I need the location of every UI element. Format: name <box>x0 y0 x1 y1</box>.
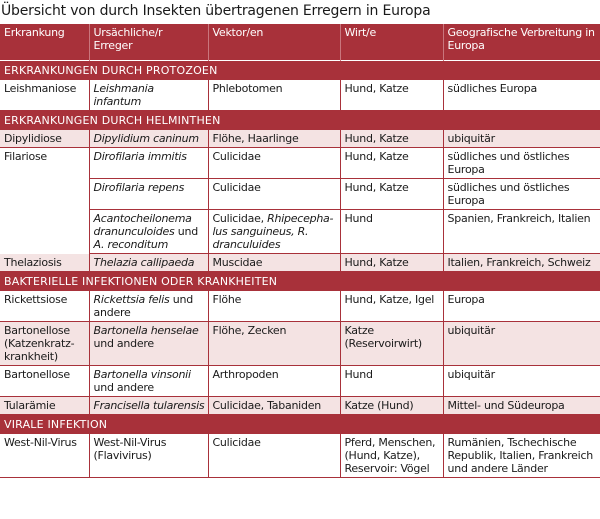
cell-disease: Rickettsiose <box>0 291 89 322</box>
cell-host: Hund, Katze, Igel <box>340 291 443 322</box>
header-disease: Erkrankung <box>0 24 89 61</box>
cell-pathogen: West-Nil-Virus (Flavivirus) <box>89 434 208 478</box>
cell-host: Hund <box>340 366 443 397</box>
section-label: ERKRANKUNGEN DURCH HELMINTHEN <box>0 111 600 131</box>
header-pathogen <box>89 24 208 61</box>
cell-disease: Bartonellose (Katzenkratz-krankheit) <box>0 322 89 366</box>
section-bakteriell <box>0 272 600 292</box>
table-row <box>0 322 600 366</box>
section-label: BAKTERIELLE INFEKTIONEN ODER KRANKHEITEN <box>0 272 600 292</box>
cell-pathogen <box>89 291 208 322</box>
section-label: ERKRANKUNGEN DURCH PROTOZOEN <box>0 61 600 81</box>
cell-vector: Arthropoden <box>208 366 340 397</box>
cell-host: Katze (Reservoirwirt) <box>340 322 443 366</box>
cell-vector: Culicidae <box>208 179 340 210</box>
cell-disease: West-Nil-Virus <box>0 434 89 478</box>
pathogen-name: Rickettsia felis <box>93 293 170 306</box>
cell-vector <box>208 210 340 254</box>
table-row <box>0 80 600 111</box>
pathogen-suffix: und andere <box>93 381 154 394</box>
cell-disease: Filariose <box>4 150 47 163</box>
table-row <box>0 254 600 272</box>
table-row <box>0 366 600 397</box>
cell-vector: Culicidae <box>208 148 340 179</box>
cell-pathogen: Dirofilaria immitis <box>89 148 208 179</box>
cell-host: Hund, Katze <box>340 80 443 111</box>
cell-pathogen: Francisella tularensis <box>89 397 208 415</box>
cell-disease: Dipylidiose <box>0 130 89 148</box>
cell-host: Hund <box>340 210 443 254</box>
cell-region: südliches Europa <box>443 80 600 111</box>
pathogen-suffix: und andere <box>93 337 154 350</box>
header-region <box>443 24 600 61</box>
cell-host: Hund, Katze <box>340 148 443 179</box>
cell-region: Spanien, Frankreich, Italien <box>443 210 600 254</box>
cell-vector: Muscidae <box>208 254 340 272</box>
header-region-text: Geografische Verbreitung in Europa <box>447 26 595 52</box>
pathogen-name: A. reconditum <box>93 238 169 251</box>
cell-region: Mittel- und Südeuropa <box>443 397 600 415</box>
pathogen-suffix: und andere <box>93 293 193 319</box>
section-viral <box>0 415 600 435</box>
table-row <box>0 397 600 415</box>
table-row <box>0 179 600 210</box>
pathogen-table <box>0 24 600 478</box>
cell-disease: Leishmaniose <box>0 80 89 111</box>
cell-disease: Bartonellose <box>0 366 89 397</box>
table-row <box>0 434 600 478</box>
header-host: Wirt/e <box>340 24 443 61</box>
cell-vector: Phlebotomen <box>208 80 340 111</box>
table-row <box>0 148 600 179</box>
section-label: VIRALE INFEKTION <box>0 415 600 435</box>
cell-pathogen: Leishmania infantum <box>89 80 208 111</box>
cell-region: Italien, Frankreich, Schweiz <box>443 254 600 272</box>
cell-host: Pferd, Menschen, (Hund, Katze), Reservoir: Vögel <box>340 434 443 478</box>
pathogen-name: Acantocheilonema dranunculoides <box>93 212 192 238</box>
cell-vector: Flöhe <box>208 291 340 322</box>
cell-vector: Culicidae, Tabaniden <box>208 397 340 415</box>
table-row <box>0 210 600 254</box>
pathogen-conjunction: und <box>174 225 198 238</box>
cell-pathogen: Dipylidium caninum <box>89 130 208 148</box>
cell-region: Europa <box>443 291 600 322</box>
table-row <box>0 291 600 322</box>
cell-region: ubiquitär <box>443 130 600 148</box>
cell-host: Hund, Katze <box>340 179 443 210</box>
cell-vector: Flöhe, Haarlinge <box>208 130 340 148</box>
cell-pathogen <box>89 366 208 397</box>
section-protozoen <box>0 61 600 81</box>
cell-vector: Culicidae <box>208 434 340 478</box>
cell-host: Hund, Katze <box>340 254 443 272</box>
table-title: Übersicht von durch Insekten übertragenen Erregern in Europa <box>1 3 431 19</box>
vector-name: Rhipecepha-lus sanguineus, R. dranculuides <box>212 212 334 251</box>
table-row <box>0 130 600 148</box>
cell-region: ubiquitär <box>443 366 600 397</box>
cell-disease: Tularämie <box>0 397 89 415</box>
cell-pathogen: Dirofilaria repens <box>89 179 208 210</box>
cell-vector: Flöhe, Zecken <box>208 322 340 366</box>
cell-pathogen <box>89 322 208 366</box>
cell-region: ubiquitär <box>443 322 600 366</box>
pathogen-name: Bartonella vinsonii <box>93 368 191 381</box>
cell-region: südliches und östliches Europa <box>443 148 600 179</box>
header-row <box>0 24 600 61</box>
cell-pathogen <box>89 210 208 254</box>
cell-disease: Thelaziosis <box>0 254 89 272</box>
section-helminthen <box>0 111 600 131</box>
header-vector: Vektor/en <box>208 24 340 61</box>
cell-pathogen: Thelazia callipaeda <box>89 254 208 272</box>
pathogen-name: Bartonella henselae <box>93 324 199 337</box>
vector-name: Culicidae, <box>212 212 268 225</box>
cell-host: Hund, Katze <box>340 130 443 148</box>
cell-region: Rumänien, Tschechische Republik, Italien, Frankreich und andere Länder <box>443 434 600 478</box>
header-pathogen-text: Ursächliche/r Erreger <box>93 26 163 52</box>
cell-region: südliches und östliches Europa <box>443 179 600 210</box>
cell-host: Katze (Hund) <box>340 397 443 415</box>
